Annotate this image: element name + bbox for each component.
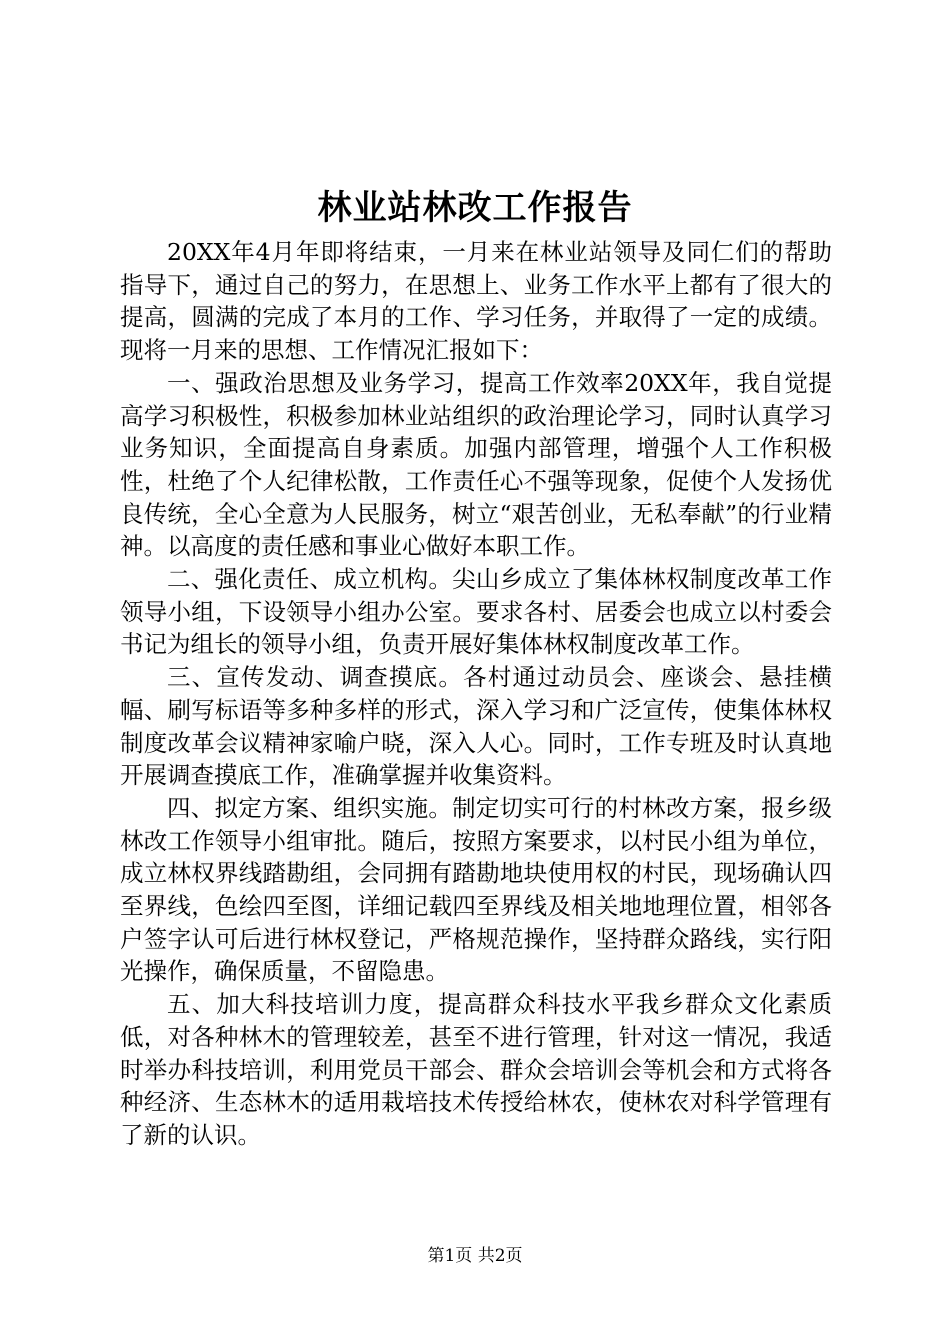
paragraph-section-3: 三、宣传发动、调查摸底。各村通过动员会、座谈会、悬挂横幅、刷写标语等多种多样的形式，深入学习和广泛宣传，使集体林权制度改革会议精神家喻户晓，深入人心。同时，工作专班及时认真地开展调查摸底工作，准确掌握并收集资料。 [120,663,832,790]
paragraph-section-1: 一、强政治思想及业务学习，提高工作效率20XX年，我自觉提高学习积极性，积极参加林业站组织的政治理论学习，同时认真学习业务知识，全面提高自身素质。加强内部管理，增强个人工作积极性，杜绝了个人纪律松散，工作责任心不强等现象，促使个人发扬优良传统，全心全意为人民服务，树立“艰苦创业，无私奉献”的行业精神。以高度的责任感和事业心做好本职工作。 [120,368,832,561]
paragraph-section-5: 五、加大科技培训力度，提高群众科技水平我乡群众文化素质低，对各种林木的管理较差，甚至不进行管理，针对这一情况，我适时举办科技培训，利用党员干部会、群众会培训会等机会和方式将各种经济、生态林木的适用栽培技术传授给林农，使林农对科学管理有了新的认识。 [120,990,832,1149]
paragraph-section-4: 四、拟定方案、组织实施。制定切实可行的村林改方案，报乡级林改工作领导小组审批。随后，按照方案要求，以村民小组为单位，成立林权界线踏勘组，会同拥有踏勘地块使用权的村民，现场确认四至界线，色绘四至图，详细记载四至界线及相关地地理位置，相邻各户签字认可后进行林权登记，严格规范操作，坚持群众路线，实行阳光操作，确保质量，不留隐患。 [120,793,832,986]
page-number-footer: 第1页 共2页 [427,1246,523,1266]
document-title: 林业站林改工作报告 [317,188,633,228]
document-body [120,236,832,1152]
paragraph-section-2: 二、强化责任、成立机构。尖山乡成立了集体林权制度改革工作领导小组，下设领导小组办公室。要求各村、居委会也成立以村委会书记为组长的领导小组，负责开展好集体林权制度改革工作。 [120,565,832,659]
paragraph-intro: 20XX年4月年即将结束，一月来在林业站领导及同仁们的帮助指导下，通过自己的努力，在思想上、业务工作水平上都有了很大的提高，圆满的完成了本月的工作、学习任务，并取得了一定的成绩。现将一月来的思想、工作情况汇报如下： [120,238,832,365]
